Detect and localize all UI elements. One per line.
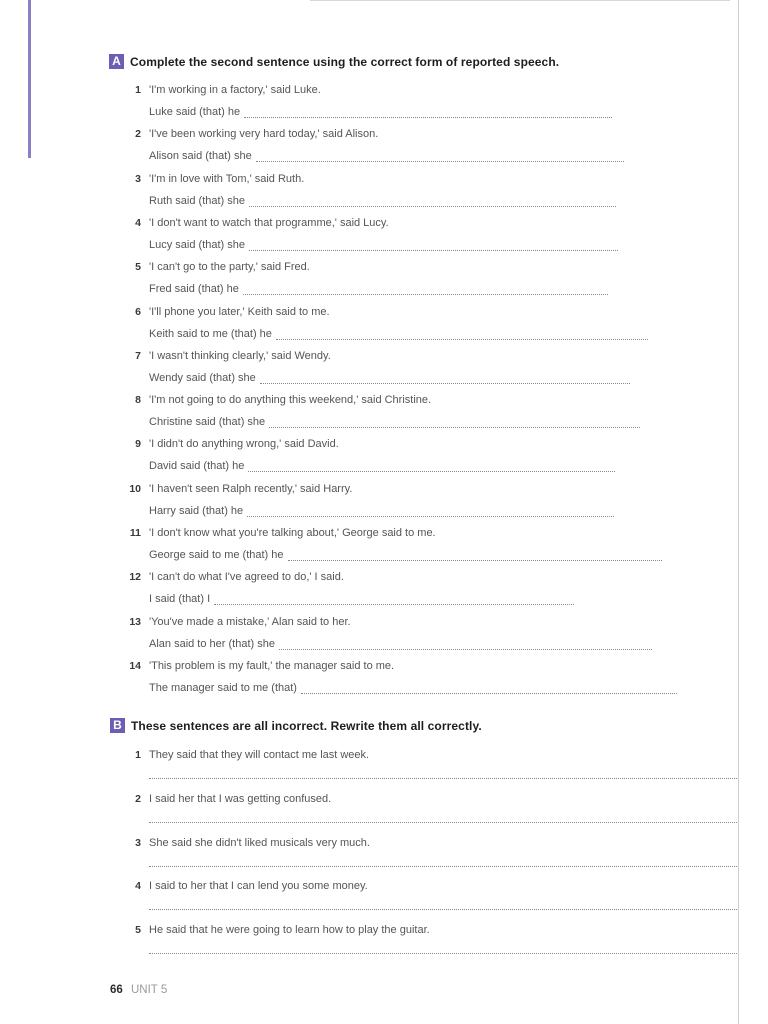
exercise-prompt: Wendy said (that) she <box>149 372 256 384</box>
exercise-prompt: Lucy said (that) she <box>149 239 245 251</box>
exercise-number: 2 <box>135 793 141 805</box>
exercise-number: 3 <box>135 173 141 185</box>
incorrect-sentence: He said that he were going to learn how to play the guitar. <box>149 924 430 936</box>
exercise-number: 2 <box>135 128 141 140</box>
exercise-number: 5 <box>135 924 141 936</box>
exercise-number: 1 <box>135 749 141 761</box>
incorrect-sentence: I said her that I was getting confused. <box>149 793 332 805</box>
unit-label: UNIT 5 <box>131 984 168 996</box>
exercise-number: 8 <box>135 394 141 406</box>
exercise-quote: 'I'm in love with Tom,' said Ruth. <box>149 173 305 185</box>
exercise-prompt: George said to me (that) he <box>149 549 284 561</box>
incorrect-sentence: They said that they will contact me last week. <box>149 749 370 761</box>
answer-line[interactable] <box>248 471 615 472</box>
exercise-number: 10 <box>129 483 141 495</box>
exercise-quote: 'I'm working in a factory,' said Luke. <box>149 84 321 96</box>
exercise-quote: 'I'm not going to do anything this weekend,' said Christine. <box>149 394 432 406</box>
answer-line[interactable] <box>247 516 614 517</box>
answer-line[interactable] <box>149 778 737 779</box>
answer-line[interactable] <box>149 822 737 823</box>
exercise-prompt: Alan said to her (that) she <box>149 638 275 650</box>
answer-line[interactable] <box>149 953 737 954</box>
answer-line[interactable] <box>214 604 574 605</box>
exercise-prompt: Alison said (that) she <box>149 150 252 162</box>
exercise-prompt: The manager said to me (that) <box>149 682 297 694</box>
exercise-prompt: Fred said (that) he <box>149 283 239 295</box>
exercise-quote: 'I wasn't thinking clearly,' said Wendy. <box>149 350 331 362</box>
exercise-quote: 'I don't want to watch that programme,' said Lucy. <box>149 217 389 229</box>
page-number: 66 <box>110 984 123 996</box>
exercise-prompt: Christine said (that) she <box>149 416 266 428</box>
answer-line[interactable] <box>276 339 648 340</box>
page-edge <box>738 0 739 1024</box>
exercise-quote: 'You've made a mistake,' Alan said to her. <box>149 616 351 628</box>
exercise-quote: 'I don't know what you're talking about,' George said to me. <box>149 527 436 539</box>
exercise-prompt: David said (that) he <box>149 460 245 472</box>
answer-line[interactable] <box>149 909 737 910</box>
answer-line[interactable] <box>260 383 630 384</box>
answer-line[interactable] <box>249 206 616 207</box>
answer-line[interactable] <box>288 560 662 561</box>
exercise-number: 13 <box>129 616 141 628</box>
incorrect-sentence: She said she didn't liked musicals very much. <box>149 837 370 849</box>
answer-line[interactable] <box>279 649 652 650</box>
answer-line[interactable] <box>244 117 612 118</box>
exercise-quote: 'I can't do what I've agreed to do,' I said. <box>149 571 344 583</box>
answer-line[interactable] <box>256 161 624 162</box>
section-b-badge: B <box>110 718 125 733</box>
answer-line[interactable] <box>249 250 618 251</box>
answer-line[interactable] <box>301 693 677 694</box>
exercise-number: 3 <box>135 837 141 849</box>
exercise-prompt: I said (that) I <box>149 593 211 605</box>
margin-accent-bar <box>28 0 31 158</box>
section-a-title: Complete the second sentence using the correct form of reported speech. <box>130 54 560 69</box>
exercise-number: 5 <box>135 261 141 273</box>
section-b-title: These sentences are all incorrect. Rewrite them all correctly. <box>131 718 482 733</box>
section-a-header <box>109 54 559 69</box>
exercise-quote: 'I didn't do anything wrong,' said David. <box>149 438 339 450</box>
answer-line[interactable] <box>269 427 640 428</box>
answer-line[interactable] <box>243 294 608 295</box>
exercise-quote: 'I'll phone you later,' Keith said to me. <box>149 306 330 318</box>
incorrect-sentence: I said to her that I can lend you some money. <box>149 880 368 892</box>
exercise-prompt: Luke said (that) he <box>149 106 241 118</box>
exercise-number: 1 <box>135 84 141 96</box>
exercise-quote: 'I haven't seen Ralph recently,' said Harry. <box>149 483 353 495</box>
exercise-quote: 'I can't go to the party,' said Fred. <box>149 261 310 273</box>
section-b-header <box>110 718 482 733</box>
exercise-number: 12 <box>129 571 141 583</box>
exercise-number: 9 <box>135 438 141 450</box>
top-rule <box>310 0 730 1</box>
answer-line[interactable] <box>149 866 737 867</box>
exercise-number: 4 <box>135 880 141 892</box>
exercise-quote: 'I've been working very hard today,' said Alison. <box>149 128 379 140</box>
exercise-prompt: Keith said to me (that) he <box>149 328 272 340</box>
exercise-number: 4 <box>135 217 141 229</box>
section-a-badge: A <box>109 54 124 69</box>
exercise-quote: 'This problem is my fault,' the manager said to me. <box>149 660 395 672</box>
exercise-prompt: Harry said (that) he <box>149 505 244 517</box>
exercise-number: 6 <box>135 306 141 318</box>
exercise-number: 7 <box>135 350 141 362</box>
exercise-number: 14 <box>129 660 141 672</box>
exercise-prompt: Ruth said (that) she <box>149 195 245 207</box>
exercise-number: 11 <box>129 527 141 539</box>
